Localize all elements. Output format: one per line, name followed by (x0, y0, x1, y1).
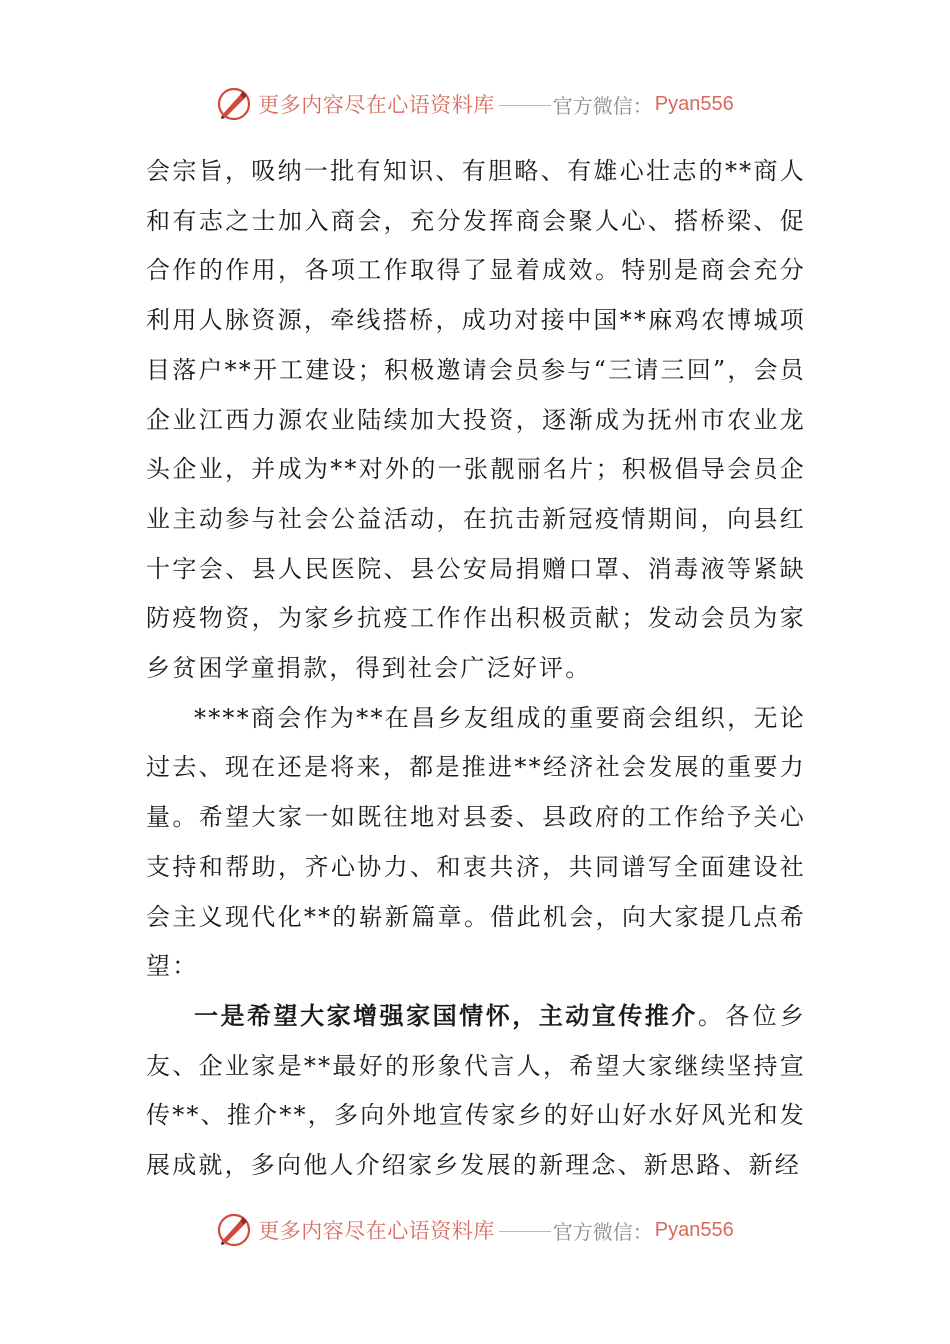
watermark-wechat-label: 官方微信： (552, 93, 653, 118)
watermark-dash (499, 1231, 551, 1232)
watermark-dash (499, 105, 551, 106)
paragraph-chamber: ****商会作为**在昌乡友组成的重要商会组织，无论过去、现在还是将来，都是推进**经济社会发展的重要力量。希望大家一如既往地对县委、县政府的工作给予关心支持和帮助，齐心协力、和衷共济，共同谱写全面建设社会主义现代化**的崭新篇章。借此机会，向大家提几点希望： (146, 703, 806, 981)
watermark-banner-top (0, 84, 950, 124)
pen-logo-icon (216, 1212, 252, 1248)
paragraph-hope-one-text: 。各位乡友、企业家是**最好的形象代言人，希望大家继续坚持宣传**、推介**，多向外地宣传家乡的好山好水好风光和发展成就，多向他人介绍家乡发展的新理念、新思路、新经 (146, 1001, 806, 1180)
watermark-banner-bottom (0, 1210, 950, 1250)
watermark-site-text: 更多内容尽在心语资料库 (258, 93, 495, 117)
watermark-site-text: 更多内容尽在心语资料库 (258, 1219, 495, 1243)
watermark-wechat-id: Pyan556 (654, 1218, 734, 1241)
paragraph-hope-one (146, 992, 806, 1191)
document-body (146, 147, 806, 1191)
paragraph-continued: 会宗旨，吸纳一批有知识、有胆略、有雄心壮志的**商人和有志之士加入商会，充分发挥商会聚人心、搭桥梁、促合作的作用，各项工作取得了显着成效。特别是商会充分利用人脉资源，牵线搭桥，成功对接中国**麻鸡农博城项目落户**开工建设；积极邀请会员参与“三请三回”，会员企业江西力源农业陆续加大投资，逐渐成为抚州市农业龙头企业，并成为**对外的一张靓丽名片；积极倡导会员企业主动参与社会公益活动，在抗击新冠疫情期间，向县红十字会、县人民医院、县公安局捐赠口罩、消毒液等紧缺防疫物资，为家乡抗疫工作作出积极贡献；发动会员为家乡贫困学童捐款，得到社会广泛好评。 (146, 157, 806, 683)
pen-logo-icon (216, 86, 252, 122)
paragraph-hope-one-heading: 一是希望大家增强家国情怀，主动宣传推介 (194, 1001, 698, 1030)
watermark-wechat-id: Pyan556 (654, 92, 734, 115)
watermark-wechat-label: 官方微信： (552, 1219, 653, 1244)
